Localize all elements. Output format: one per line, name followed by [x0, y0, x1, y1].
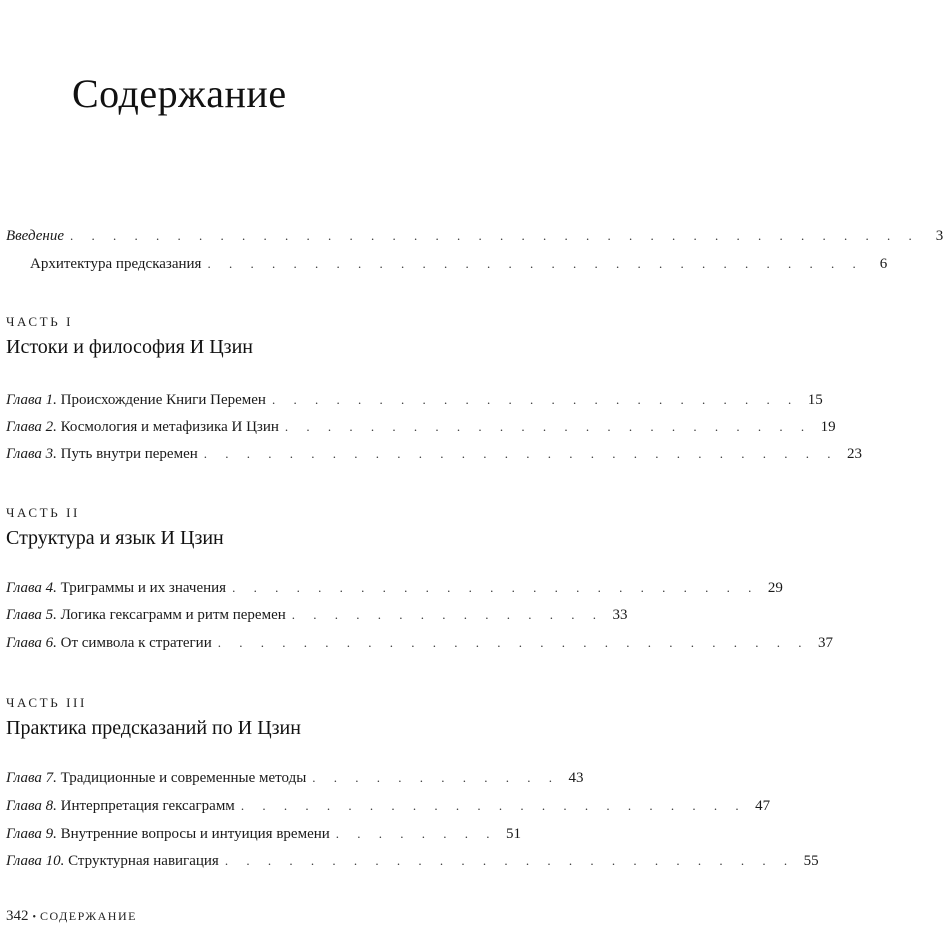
entry-page-number: 55	[803, 853, 819, 869]
chapter-title: Космология и метафизика И Цзин	[56, 419, 279, 435]
chapter-title: Структурная навигация	[64, 853, 219, 869]
dot-leader: . . . . . . . . . . . .	[312, 770, 560, 785]
running-head: СОДЕРЖАНИЕ	[40, 909, 137, 923]
chapter-title: Интерпретация гексаграмм	[56, 798, 235, 814]
entry-page-number: 51	[506, 826, 522, 842]
entry-page-number: 29	[767, 580, 783, 596]
chapter-title: Внутренние вопросы и интуиция времени	[56, 826, 330, 842]
chapter-prefix: Глава 1.	[6, 392, 57, 408]
entry-page-number: 47	[755, 798, 771, 814]
dot-leader: . . . . . . . . . . . . . . . . . . . . . . . . . . . .	[217, 635, 809, 650]
dot-leader: . . . . . . . . . . . . . . . . . . . . . . . . . . . . . .	[203, 446, 838, 461]
chapter-title: Триграммы и их значения	[56, 580, 227, 596]
chapter-prefix: Глава 8.	[6, 798, 57, 814]
entry-page-number: 3	[935, 228, 943, 244]
entry-page-number: 43	[568, 770, 584, 786]
page-title: Содержание	[72, 71, 287, 116]
entry-page-number: 37	[818, 635, 833, 651]
toc-entry-chapter[interactable]	[6, 419, 836, 441]
chapter-prefix: Глава 6.	[6, 635, 57, 651]
part-title: Структура и язык И Цзин	[6, 527, 224, 549]
dot-leader: . . . . . . . . . . . . . . . . . . . . . . . .	[240, 798, 747, 813]
entry-page-number: 15	[807, 392, 823, 408]
entry-label: Введение	[6, 228, 64, 244]
chapter-prefix: Глава 5.	[6, 607, 57, 623]
chapter-prefix: Глава 3.	[6, 446, 57, 462]
entry-label: Архитектура предсказания	[30, 256, 202, 272]
dot-leader: . . . . . . . .	[335, 826, 498, 841]
dot-leader: . . . . . . . . . . . . . . . . . . . . . . . . .	[232, 580, 759, 595]
footer-separator: •	[32, 912, 37, 923]
part-label: ЧАСТЬ II	[6, 505, 80, 520]
toc-entry-chapter[interactable]	[6, 635, 833, 657]
toc-entry-chapter[interactable]	[6, 798, 771, 820]
toc-entry-chapter[interactable]	[6, 826, 522, 848]
part-title: Истоки и философия И Цзин	[6, 336, 253, 358]
toc-entry-chapter[interactable]	[6, 853, 819, 875]
dot-leader: . . . . . . . . . . . . . . . . . . . . . . . . .	[271, 392, 799, 407]
chapter-prefix: Глава 2.	[6, 419, 57, 435]
toc-entry-chapter[interactable]	[6, 607, 628, 629]
chapter-prefix: Глава 9.	[6, 826, 57, 842]
toc-entry-chapter[interactable]	[6, 770, 584, 792]
chapter-title: От символа к стратегии	[56, 635, 212, 651]
page-footer	[6, 908, 137, 925]
toc-entry-chapter[interactable]	[6, 446, 862, 468]
toc-entry-chapter[interactable]	[6, 392, 823, 414]
part-title: Практика предсказаний по И Цзин	[6, 717, 301, 739]
dot-leader: . . . . . . . . . . . . . . . . . . . . . . . . .	[284, 419, 812, 434]
dot-leader: . . . . . . . . . . . . . . . . . . . . . . . . . . .	[224, 853, 795, 868]
entry-page-number: 6	[879, 256, 888, 272]
chapter-prefix: Глава 4.	[6, 580, 57, 596]
chapter-title: Традиционные и современные методы	[56, 770, 307, 786]
dot-leader: . . . . . . . . . . . . . . . . . . . . . . . . . . . . . . . . . . . . . . . .	[70, 228, 920, 243]
chapter-title: Происхождение Книги Перемен	[56, 392, 266, 408]
entry-page-number: 33	[612, 607, 628, 623]
toc-entry-intro[interactable]	[6, 228, 943, 250]
toc-entry-intro-sub[interactable]	[30, 256, 888, 278]
toc-entry-chapter[interactable]	[6, 580, 783, 602]
part-label: ЧАСТЬ I	[6, 314, 74, 329]
dot-leader: . . . . . . . . . . . . . . .	[291, 607, 604, 622]
chapter-title: Путь внутри перемен	[56, 446, 198, 462]
part-label: ЧАСТЬ III	[6, 695, 87, 710]
footer-page-number: 342	[6, 908, 29, 924]
dot-leader: . . . . . . . . . . . . . . . . . . . . . . . . . . . . . . .	[207, 256, 864, 271]
chapter-prefix: Глава 10.	[6, 853, 65, 869]
chapter-title: Логика гексаграмм и ритм перемен	[56, 607, 286, 623]
entry-page-number: 19	[820, 419, 836, 435]
chapter-prefix: Глава 7.	[6, 770, 57, 786]
entry-page-number: 23	[847, 446, 862, 462]
